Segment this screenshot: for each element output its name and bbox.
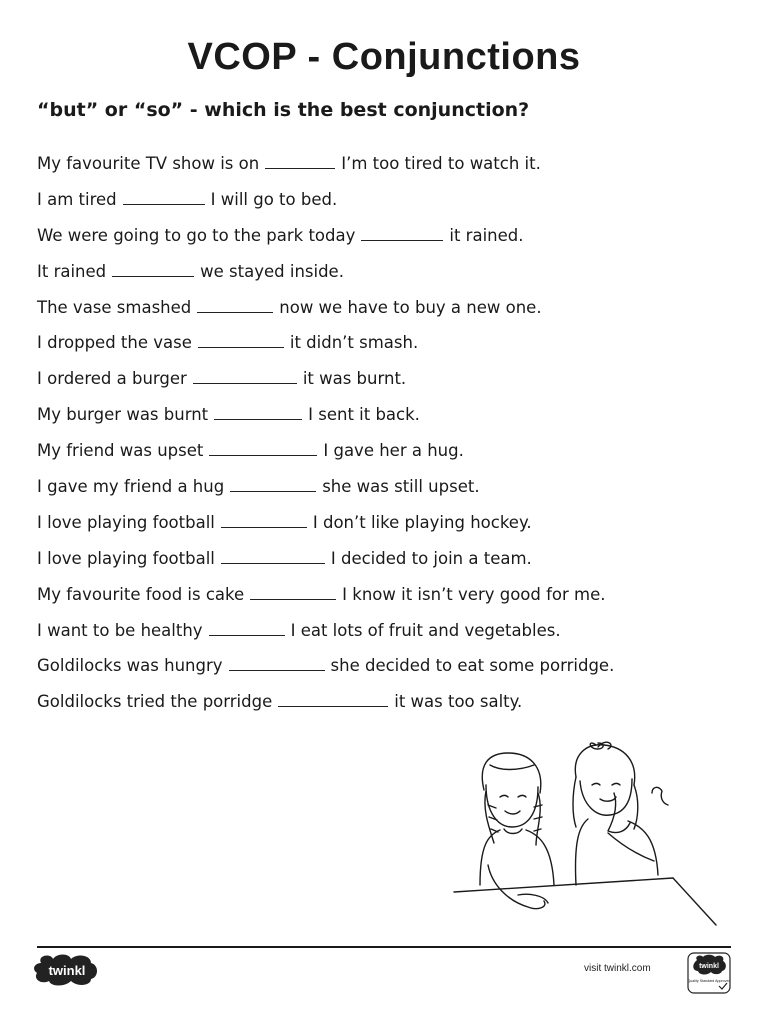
conjunction-blank[interactable]	[209, 619, 285, 636]
conjunction-blank[interactable]	[265, 152, 335, 169]
twinkl-logo-icon[interactable]	[33, 953, 101, 987]
badge-logo-text: twinkl	[699, 963, 719, 970]
sentence-row: I am tired I will go to bed.	[37, 189, 338, 209]
sentence-row: It rained we stayed inside.	[37, 261, 344, 281]
conjunction-blank[interactable]	[361, 224, 443, 241]
sentence-row: I love playing football I decided to join a team.	[37, 548, 532, 568]
sentence-row: My burger was burnt I sent it back.	[37, 405, 420, 425]
sentence-row: Goldilocks was hungry she decided to eat some porridge.	[37, 656, 615, 676]
sentence-row: My favourite food is cake I know it isn’t very good for me.	[37, 584, 606, 604]
conjunction-blank[interactable]	[197, 296, 273, 313]
conjunction-blank[interactable]	[230, 475, 316, 492]
conjunction-blank[interactable]	[221, 547, 325, 564]
sentence-row: We were going to go to the park today it rained.	[37, 225, 524, 245]
sentence-row: I love playing football I don’t like playing hockey.	[37, 512, 532, 532]
conjunction-blank[interactable]	[209, 439, 317, 456]
conjunction-blank[interactable]	[123, 188, 205, 205]
conjunction-blank[interactable]	[278, 690, 388, 707]
conjunction-blank[interactable]	[221, 511, 307, 528]
visit-link[interactable]: visit twinkl.com	[584, 963, 651, 974]
conjunction-blank[interactable]	[193, 367, 297, 384]
page-title: VCOP - Conjunctions	[187, 36, 581, 78]
sentence-row: Goldilocks tried the porridge it was too salty.	[37, 692, 523, 712]
conjunction-blank[interactable]	[229, 654, 325, 671]
sentence-row: I dropped the vase it didn’t smash.	[37, 333, 419, 353]
quality-badge-icon	[687, 952, 731, 994]
two-girls-illustration	[448, 735, 723, 930]
conjunction-blank[interactable]	[250, 583, 336, 600]
sentence-row: I want to be healthy I eat lots of fruit and vegetables.	[37, 620, 561, 640]
worksheet-instructions: “but” or “so” - which is the best conjunction?	[37, 99, 530, 121]
sentence-row: I gave my friend a hug she was still upset.	[37, 477, 480, 497]
conjunction-blank[interactable]	[112, 260, 194, 277]
sentence-list	[37, 150, 737, 724]
badge-caption: Quality Standard Approved	[687, 979, 731, 983]
footer-divider	[37, 946, 731, 948]
sentence-row: My favourite TV show is on I’m too tired to watch it.	[37, 154, 541, 173]
sentence-row: The vase smashed now we have to buy a new one.	[37, 297, 542, 317]
conjunction-blank[interactable]	[198, 331, 284, 348]
sentence-row: I ordered a burger it was burnt.	[37, 369, 407, 389]
conjunction-blank[interactable]	[214, 403, 302, 420]
logo-text: twinkl	[48, 963, 86, 978]
sentence-row: My friend was upset I gave her a hug.	[37, 441, 464, 461]
